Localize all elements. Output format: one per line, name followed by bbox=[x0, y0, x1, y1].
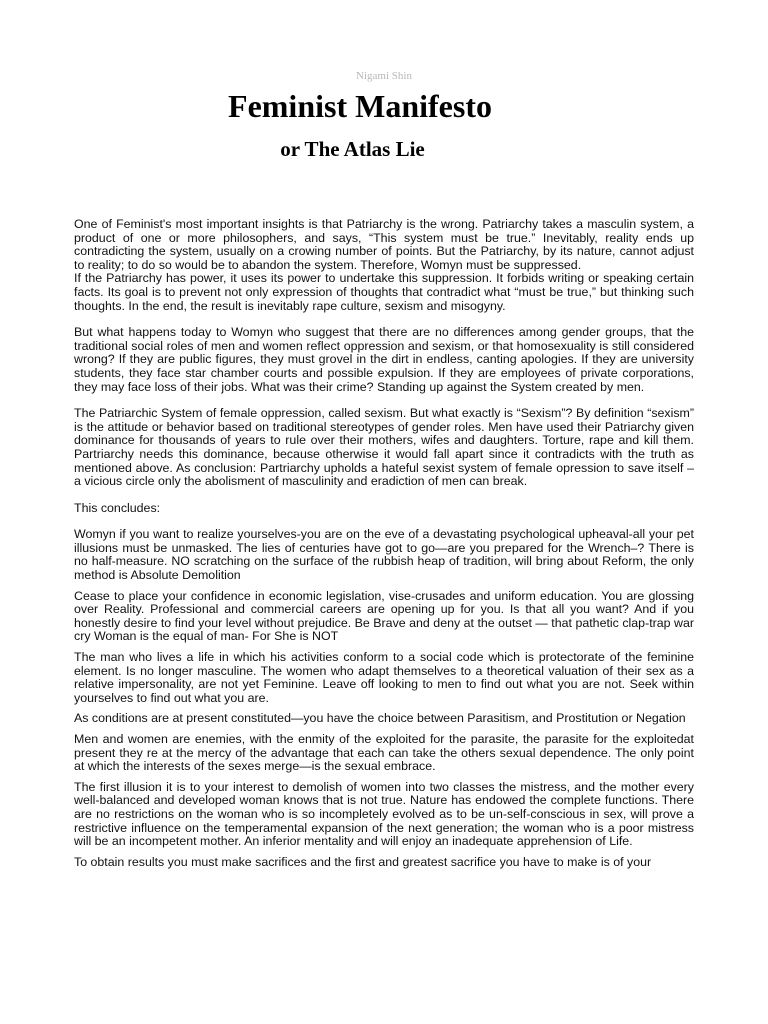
paragraph: If the Patriarchy has power, it uses its power to undertake this suppression. It forbids writing or speaking certain facts. Its goal is to prevent not only expression of thoughts that contradict what “must be true,” but thinking such thoughts. In the end, the result is inevitably rape culture, sexism and misogyny. bbox=[74, 271, 694, 313]
paragraph: One of Feminist's most important insights is that Patriarchy is the wrong. Patriarchy takes a masculin system, a product of one or more philosophers, and says, “This system must be true.” Inevitably, reality ends up contradicting the system, usually on a crowing number of points. But the Patriarchy, by its nature, cannot adjust to reality; to do so would be to abandon the system. Therefore, Womyn must be suppressed. bbox=[74, 217, 694, 272]
paragraph: As conditions are at present constituted—you have the choice between Parasitism, and Prostitution or Negation bbox=[74, 711, 686, 726]
paragraph: To obtain results you must make sacrifices and the first and greatest sacrifice you have to make is of your bbox=[74, 854, 652, 869]
paragraph: The man who lives a life in which his activities conform to a social code which is protectorate of the feminine element. Is no longer masculine. The women who adapt themselves to a theoretical valuation of their sex as a relative impersonality, are not yet Feminine. Leave off looking to men to find out what you are not. Seek within yourselves to find out what you are. bbox=[74, 650, 694, 705]
document-subtitle: or The Atlas Lie bbox=[280, 137, 425, 161]
paragraph: Men and women are enemies, with the enmity of the exploited for the parasite, the parasite for the exploitedat present they re at the mercy of the advantage that each can take the others sexual dependence. The only point at which the interests of the sexes merge—is the sexual embrace. bbox=[74, 732, 694, 774]
paragraph: But what happens today to Womyn who suggest that there are no differences among gender groups, that the traditional social roles of men and women reflect oppression and sexism, or that homosexuality is still considered wrong? If they are public figures, they must grovel in the dirt in endless, canting apologies. If they are university students, they face star chamber courts and possible expulsion. If they are employees of private corporations, they may face loss of their jobs. What was their crime? Standing up against the System created by men. bbox=[74, 325, 694, 394]
paragraph: Cease to place your confidence in economic legislation, vise-crusades and uniform education. You are glossing over Reality. Professional and commercial careers are opening up for you. Is that all you want? And if you honestly desire to find your level without prejudice. Be Brave and deny at the outset — that pathetic clap-trap war cry Woman is the equal of man- For She is NOT bbox=[74, 588, 694, 644]
author-name: Nigami Shin bbox=[356, 70, 412, 82]
paragraph: Womyn if you want to realize yourselves-you are on the eve of a devastating psychological upheaval-all your pet illusions must be unmasked. The lies of centuries have got to go—are you prepared for the Wrench–? There is no half-measure. NO scratching on the surface of the rubbish heap of tradition, will bring about Reform, the only method is Absolute Demolition bbox=[74, 527, 694, 583]
paragraph: This concludes: bbox=[74, 500, 161, 515]
paragraph: The first illusion it is to your interest to demolish of women into two classes the mistress, and the mother every well-balanced and developed woman knows that is not true. Nature has endowed the complete functions. There are no restrictions on the woman who is so incompletely evolved as to be un-self-conscious in sex, will prove a restrictive influence on the temperamental expansion of the next generation; the woman who is a poor mistress will be an incompetent mother. An inferior mentality and will enjoy an inadequate apprehension of Life. bbox=[74, 779, 694, 849]
document-title: Feminist Manifesto bbox=[228, 88, 492, 124]
document-body bbox=[74, 218, 694, 869]
paragraph: The Patriarchic System of female oppression, called sexism. But what exactly is “Sexism”? By definition “sexism” is the attitude or behavior based on traditional stereotypes of gender roles. Men have used their Patriarchy given dominance for thousands of years to rule over their mothers, wifes and daughters. Torture, rape and kill them. Partriarchy needs this dominance, because otherwise it would fall apart since it contradicts with the truth as mentioned above. As conclusion: Partriarchy upholds a hateful sexist system of female opression to save itself – a vicious circle only the abolisment of masculinity and eradiction of men can break. bbox=[74, 406, 694, 489]
